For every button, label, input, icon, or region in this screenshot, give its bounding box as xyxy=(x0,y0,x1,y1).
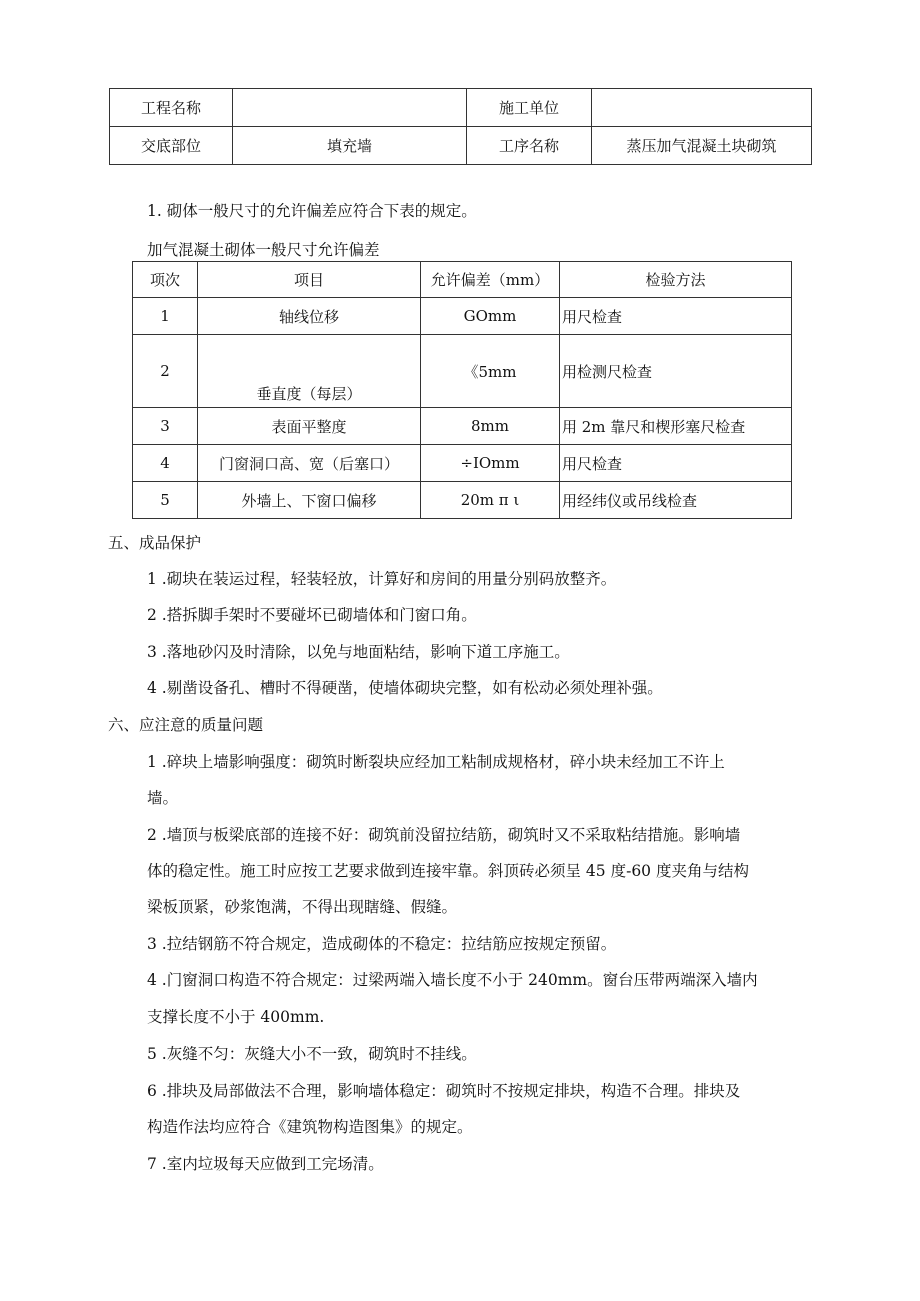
section-6-item-1-line-1: 1 .碎块上墙影响强度：砌筑时断裂块应经加工粘制成规格材，碎小块未经加工不许上 xyxy=(147,753,725,771)
section-6-item-1-line-2: 墙。 xyxy=(147,789,179,807)
section-6-item-2-line-1: 2 .墙顶与板梁底部的连接不好：砌筑前没留拉结筋，砌筑时又不采取粘结措施。影响墙 xyxy=(147,826,741,844)
table-caption: 加气混凝土砌体一般尺寸允许偏差 xyxy=(147,241,380,259)
row-item: 外墙上、下窗口偏移 xyxy=(198,482,421,519)
row-item: 门窗洞口高、宽（后塞口） xyxy=(198,445,421,482)
section-5-item-3: 3 .落地砂闪及时清除，以免与地面粘结，影响下道工序施工。 xyxy=(147,643,570,661)
row-method: 用尺检查 xyxy=(560,298,792,335)
row-tolerance: 《5mm xyxy=(421,335,560,408)
section-6-item-6-line-1: 6 .排块及局部做法不合理，影响墙体稳定：砌筑时不按规定排块，构造不合理。排块及 xyxy=(147,1082,741,1100)
row-number: 5 xyxy=(133,482,198,519)
table-row xyxy=(133,298,792,335)
project-name-value xyxy=(233,89,467,127)
table-row xyxy=(110,127,812,165)
row-method: 用经纬仪或吊线检查 xyxy=(560,482,792,519)
process-value: 蒸压加气混凝土块砌筑 xyxy=(592,127,812,165)
table-row xyxy=(133,408,792,445)
intro-line: 1. 砌体一般尺寸的允许偏差应符合下表的规定。 xyxy=(147,202,477,220)
section-5-item-2: 2 .搭拆脚手架时不要碰坏已砌墙体和门窗口角。 xyxy=(147,606,477,624)
section-6-item-6-line-2: 构造作法均应符合《建筑物构造图集》的规定。 xyxy=(147,1118,473,1136)
section-5-item-4: 4 .剔凿设备孔、槽时不得硬凿，使墙体砌块完整，如有松动必须处理补强。 xyxy=(147,679,663,697)
row-method: 用尺检查 xyxy=(560,445,792,482)
table-row xyxy=(133,482,792,519)
section-6-item-2-line-3: 梁板顶紧，砂浆饱满，不得出现瞎缝、假缝。 xyxy=(147,898,458,916)
row-number: 4 xyxy=(133,445,198,482)
project-name-label: 工程名称 xyxy=(110,89,233,127)
table-row xyxy=(133,445,792,482)
row-item: 轴线位移 xyxy=(198,298,421,335)
location-value: 填充墙 xyxy=(233,127,467,165)
process-label: 工序名称 xyxy=(467,127,592,165)
table-row xyxy=(110,89,812,127)
section-6-item-7: 7 .室内垃圾每天应做到工完场清。 xyxy=(147,1155,384,1173)
row-number: 1 xyxy=(133,298,198,335)
row-number: 3 xyxy=(133,408,198,445)
column-header: 检验方法 xyxy=(560,262,792,298)
section-6-item-2-line-2: 体的稳定性。施工时应按工艺要求做到连接牢靠。斜顶砖必须呈 45 度-60 度夹角与结构 xyxy=(147,862,749,880)
row-tolerance: 20m π ι xyxy=(421,482,560,519)
location-label: 交底部位 xyxy=(110,127,233,165)
column-header: 允许偏差（mm） xyxy=(421,262,560,298)
project-header-table xyxy=(109,88,812,165)
row-item: 垂直度（每层） xyxy=(198,335,421,408)
row-tolerance: GOmm xyxy=(421,298,560,335)
row-tolerance: 8mm xyxy=(421,408,560,445)
section-6-title: 六、应注意的质量问题 xyxy=(108,716,264,734)
row-method: 用检测尺检查 xyxy=(560,335,792,408)
row-tolerance: ÷IOmm xyxy=(421,445,560,482)
row-number: 2 xyxy=(133,335,198,408)
row-item: 表面平整度 xyxy=(198,408,421,445)
section-5-title: 五、成品保护 xyxy=(108,534,202,552)
section-6-item-5: 5 .灰缝不匀：灰缝大小不一致，砌筑时不挂线。 xyxy=(147,1045,477,1063)
contractor-label: 施工单位 xyxy=(467,89,592,127)
section-6-item-3: 3 .拉结钢筋不符合规定，造成砌体的不稳定：拉结筋应按规定预留。 xyxy=(147,935,617,953)
column-header: 项次 xyxy=(133,262,198,298)
row-method: 用 2m 靠尺和楔形塞尺检查 xyxy=(560,408,792,445)
section-6-item-4-line-2: 支撑长度不小于 400mm. xyxy=(147,1008,325,1026)
table-header-row xyxy=(133,262,792,298)
section-5-item-1: 1 .砌块在装运过程，轻装轻放，计算好和房间的用量分别码放整齐。 xyxy=(147,570,617,588)
contractor-value xyxy=(592,89,812,127)
tolerance-table xyxy=(132,261,792,519)
table-row xyxy=(133,335,792,408)
column-header: 项目 xyxy=(198,262,421,298)
section-6-item-4-line-1: 4 .门窗洞口构造不符合规定：过梁两端入墙长度不小于 240mm。窗台压带两端深入墙内 xyxy=(147,971,758,989)
